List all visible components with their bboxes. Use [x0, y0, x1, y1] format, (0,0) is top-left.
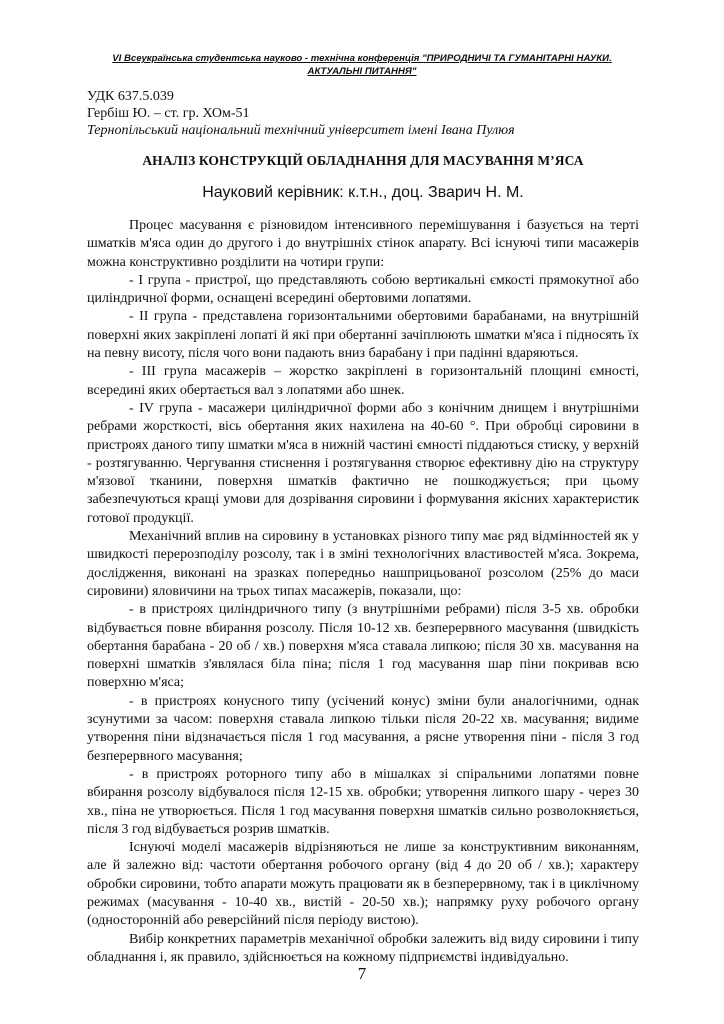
article-meta [87, 88, 515, 139]
page-number: 7 [357, 964, 367, 983]
author-line: Гербіш Ю. – ст. гр. ХОм-51 [87, 106, 250, 121]
body-paragraph: - ІІІ група масажерів – жорстко закріплені в горизонтальній площині ємності, всередині яких обертається вал з лопатями або шнек. [87, 364, 639, 398]
conference-header-line-1: VI Всеукраїнська студентська науково - технічна конференція "ПРИРОДНИЧІ ТА ГУМАНІТАРНІ НАУКИ. [112, 53, 612, 64]
body-paragraph: - в пристроях конусного типу (усічений конус) зміни були аналогічними, однак зсунутими за часом: поверхня ставала липкою тільки після 20-22 хв. масування; видиме утворення піни відзначається після 1 год масування, а рясне утворення піни - після 3 год безперервного масування; [87, 693, 639, 764]
body-paragraph: Механічний вплив на сировину в установках різного типу має ряд відмінностей як у швидкості перерозподілу розсолу, так і в зміні технологічних властивостей м'яса. Зокрема, дослідження, виконані на зразках попередньо нашприцьованої розсолом (25% до маси сировини) яловичини на трьох типах масажерів, показали, що: [87, 529, 639, 599]
body-paragraph: - ІІ група - представлена горизонтальними обертовими барабанами, на внутрішній поверхні яких закріплені лопаті й які при обертанні зачіплюють шматки м'яса і підносять їх на певну висоту, після чого вони падають вниз барабану і при падінні вдаряються. [87, 309, 639, 362]
conference-header [95, 52, 629, 78]
body-paragraph: - IV група - масажери циліндричної форми або з конічним днищем і внутрішніми ребрами жорсткості, вісь обертання яких нахилена на 40-60 °. При обробці сировини в пристроях даного типу шматки м'яса в нижній частині ємності піддаються стиску, у верхній - розтягуванню. Чергування стиснення і розтягування створює ефективну дію на структуру м'язової тканини, поверхня шматків фактично не пошкоджується; при цьому забезпечуються кращі умови для дозрівання сировини і формування якісних характеристик готової продукції. [87, 400, 639, 526]
affiliation: Тернопільський національний технічний університет імені Івана Пулюя [87, 123, 515, 138]
conference-header-line-2: АКТУАЛЬНІ ПИТАННЯ" [307, 66, 417, 77]
body-paragraph: - І група - пристрої, що представляють собою вертикальні ємкості прямокутної або циліндричної форми, оснащені всередині обертовими лопатями. [87, 272, 639, 307]
article-body [87, 217, 639, 967]
body-paragraph: Існуючі моделі масажерів відрізняються не лише за конструктивним виконанням, але й залежно від: частоти обертання робочого органу (від 4 до 20 об / хв.); характеру обробки сировини, тобто апарати можуть працювати як в безперервному, так і в циклічному режимах (масування - 10-40 хв., вистій - 20-50 хв.); напрямку руху робочого органу (односторонній або реверсійний після періоду вистою). [87, 840, 639, 929]
body-paragraph: - в пристроях роторного типу або в мішалках зі спіральними лопатями повне вбирання розсолу відбувалося після 12-15 хв. обробки; утворення липкого шару - через 30 хв., піна не утворюється. Після 1 год масування поверхня шматків сильно розволокняється, після 3 год відбувається розрив шматків. [87, 766, 639, 837]
body-paragraph: Процес масування є різновидом інтенсивного перемішування і базується на терті шматків м'яса один до другого і до внутрішніх стінок апарату. Всі існуючі типи масажерів можна конструктивно розділити на чотири групи: [87, 218, 639, 270]
scientific-advisor: Науковий керівник: к.т.н., доц. Зварич Н. М. [202, 184, 524, 201]
article-title: АНАЛІЗ КОНСТРУКЦІЙ ОБЛАДНАННЯ ДЛЯ МАСУВАННЯ М’ЯСА [142, 153, 584, 168]
udk-code: УДК 637.5.039 [87, 89, 174, 104]
body-paragraph: - в пристроях циліндричного типу (з внутрішніми ребрами) після 3-5 хв. обробки відбувається повне вбирання розсолу. Після 10-12 хв. безперервного масування (швидкість обертання барабана - 20 об / хв.) поверхня м'яса ставала липкою; після 30 хв. масування на поверхні шматків з'являлася біла піна; після 1 год масування шар піни покривав всю поверхню м'яса; [87, 602, 639, 691]
body-paragraph: Вибір конкретних параметрів механічної обробки залежить від виду сировини і типу обладнання і, як правило, здійснюється на кожному підприємстві індивідуально. [87, 931, 639, 965]
